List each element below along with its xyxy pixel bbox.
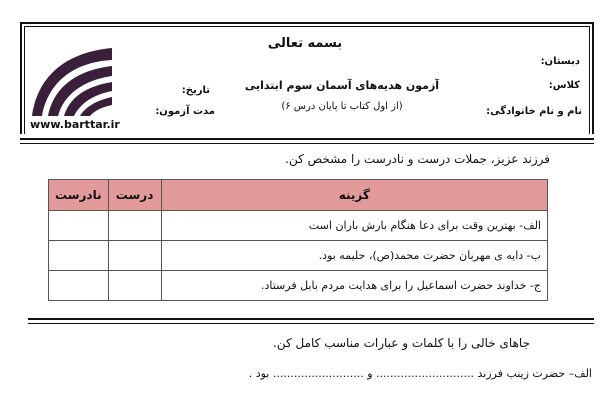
option-text: ب- دایه ی مهربان حضرت محمد(ص)، حلیمه بود. (161, 241, 547, 271)
option-text: الف- بهترین وقت برای دعا هنگام بارش باران است (161, 211, 547, 241)
table-row (49, 211, 548, 241)
table-row (49, 241, 548, 271)
incorrect-column-header: نادرست (49, 180, 109, 211)
option-column-header: گزینه (161, 180, 547, 211)
section2-instruction: جاهای خالی را با کلمات و عبارات مناسب کامل کن. (273, 336, 530, 350)
incorrect-checkbox-cell[interactable] (49, 211, 109, 241)
exam-range: (از اول کتاب تا پایان درس ۶) (281, 101, 403, 112)
fill-blank-item-a: الف– حضرت زینب فرزند ............................ و .......................... بود . (248, 367, 592, 380)
exam-title: آزمون هدیه‌های آسمان سوم ابتدایی (244, 79, 440, 92)
correct-column-header: درست (108, 180, 161, 211)
header-separator (20, 138, 594, 144)
bismillah-heading: بسمه تعالی (267, 36, 343, 51)
incorrect-checkbox-cell[interactable] (49, 271, 109, 301)
name-label: نام و نام خانوادگی: (486, 106, 582, 117)
true-false-table (48, 179, 548, 301)
section1-instruction: فرزند عزیز، جملات درست و نادرست را مشخص کن. (285, 152, 550, 166)
option-text: ج- خداوند حضرت اسماعیل را برای هدایت مردم بابل فرستاد. (161, 271, 547, 301)
table-row (49, 271, 548, 301)
logo-swoosh-icon (28, 44, 114, 118)
website-url: www.barttar.ir (30, 118, 120, 131)
school-label: دبستان: (540, 56, 580, 67)
correct-checkbox-cell[interactable] (108, 241, 161, 271)
section-separator (28, 318, 594, 324)
incorrect-checkbox-cell[interactable] (49, 241, 109, 271)
date-label: تاریخ: (181, 85, 210, 96)
correct-checkbox-cell[interactable] (108, 211, 161, 241)
correct-checkbox-cell[interactable] (108, 271, 161, 301)
barttar-logo (28, 44, 114, 118)
duration-label: مدت آزمون: (155, 106, 215, 117)
class-label: کلاس: (548, 80, 580, 91)
